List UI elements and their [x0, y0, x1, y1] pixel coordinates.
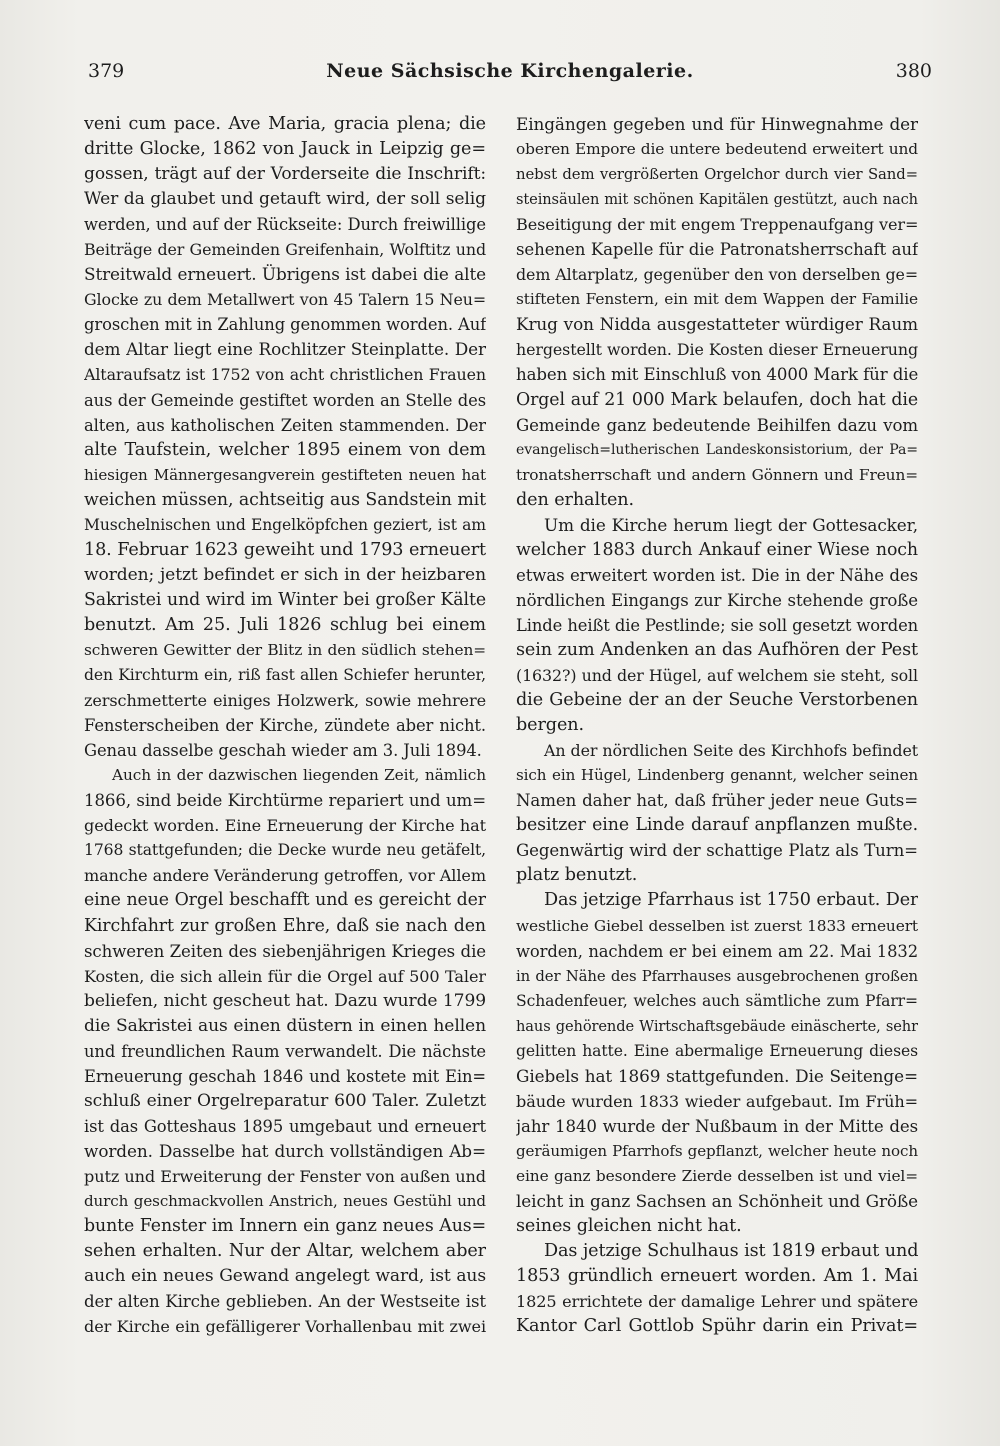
- text-line: schweren Zeiten des siebenjährigen Krieges die: [84, 941, 486, 961]
- text-line: An der nördlichen Seite des Kirchhofs befindet: [544, 741, 918, 761]
- text-line: Krug von Nidda ausgestatteter würdiger Raum: [516, 314, 918, 335]
- text-line: hiesigen Männergesangverein gestifteten neuen hat: [84, 465, 486, 484]
- text-line: worden; jetzt befindet er sich in der heizbaren: [84, 564, 486, 585]
- running-title: Neue Sächsische Kirchengalerie.: [326, 60, 694, 82]
- text-line: Altaraufsatz ist 1752 von acht christlichen Frauen: [84, 365, 486, 385]
- text-line: dritte Glocke, 1862 von Jauck in Leipzig ge=: [84, 139, 486, 160]
- text-line: Das jetzige Pfarrhaus ist 1750 erbaut. Der: [544, 890, 918, 911]
- text-line: ist das Gotteshaus 1895 umgebaut und erneuert: [84, 1116, 486, 1136]
- text-line: die Gebeine der an der Seuche Verstorbenen: [516, 690, 918, 711]
- text-line: sehenen Kapelle für die Patronatsherrschaft auf: [516, 240, 918, 260]
- text-line: 18. Februar 1623 geweiht und 1793 erneuert: [84, 539, 486, 560]
- text-line: zerschmetterte einiges Holzwerk, sowie mehrere: [84, 691, 486, 711]
- text-line: seines gleichen nicht hat.: [516, 1216, 742, 1237]
- text-line: worden, nachdem er bei einem am 22. Mai 1832: [516, 941, 918, 961]
- text-line: 1768 stattgefunden; die Decke wurde neu getäfelt,: [84, 841, 486, 860]
- text-line: beliefen, nicht gescheut hat. Dazu wurde 1799: [84, 990, 486, 1011]
- text-line: haben sich mit Einschluß von 4000 Mark für die: [516, 365, 918, 385]
- text-line: leicht in ganz Sachsen an Schönheit und Größe: [516, 1191, 918, 1212]
- text-line: gossen, trägt auf der Vorderseite die Inschrift:: [84, 164, 486, 185]
- text-line: Gemeinde ganz bedeutende Beihilfen dazu vom: [516, 415, 918, 435]
- text-line: Kantor Carl Gottlob Spühr darin ein Privat=: [516, 1316, 918, 1337]
- text-line: Muschelnischen und Engelköpfchen geziert, ist am: [84, 515, 486, 534]
- text-line: stifteten Fenstern, ein mit dem Wappen der Familie: [516, 290, 918, 309]
- text-line: werden, und auf der Rückseite: Durch freiwillige: [84, 215, 486, 235]
- text-line: Glocke zu dem Metallwert von 45 Talern 15 Neu=: [84, 290, 486, 310]
- text-line: schweren Gewitter der Blitz in den südlich stehen=: [84, 640, 486, 659]
- text-line: Beseitigung der mit engem Treppenaufgang ver=: [516, 215, 918, 235]
- text-line: Genau dasselbe geschah wieder am 3. Juli 1894.: [84, 741, 482, 761]
- text-line: Orgel auf 21 000 Mark belaufen, doch hat die: [516, 389, 918, 410]
- text-line: bergen.: [516, 715, 584, 736]
- text-line: Eingängen gegeben und für Hinwegnahme der: [516, 114, 918, 134]
- text-line: etwas erweitert worden ist. Die in der Nähe des: [516, 565, 918, 585]
- text-line: Kirchfahrt zur großen Ehre, daß sie nach den: [84, 915, 486, 936]
- text-line: evangelisch=lutherischen Landeskonsistorium, der Pa=: [516, 441, 918, 458]
- text-line: bäude wurden 1833 wieder aufgebaut. Im Früh=: [516, 1091, 918, 1111]
- text-line: veni cum pace. Ave Maria, gracia plena; die: [84, 114, 486, 134]
- text-line: den Kirchturm ein, riß fast allen Schiefer herunter,: [84, 666, 486, 685]
- text-line: welcher 1883 durch Ankauf einer Wiese noch: [516, 539, 918, 560]
- text-line: hergestellt worden. Die Kosten dieser Erneuerung: [516, 340, 918, 360]
- text-line: eine neue Orgel beschafft und es gereicht der: [84, 890, 486, 911]
- text-line: Kosten, die sich allein für die Orgel auf 500 Taler: [84, 966, 486, 986]
- text-line: tronatsherrschaft und andern Gönnern und Freun=: [516, 465, 918, 484]
- text-line: den erhalten.: [516, 489, 634, 510]
- text-line: steinsäulen mit schönen Kapitälen gestützt, auch nach: [516, 191, 918, 209]
- text-line: in der Nähe des Pfarrhauses ausgebrochenen großen: [516, 966, 918, 985]
- text-line: schluß einer Orgelreparatur 600 Taler. Zuletzt: [84, 1090, 486, 1111]
- text-line: (1632?) und der Hügel, auf welchem sie steht, soll: [516, 666, 918, 686]
- text-line: aus der Gemeinde gestiftet worden an Stelle des: [84, 390, 486, 410]
- text-line: Auch in der dazwischen liegenden Zeit, nämlich: [112, 766, 486, 785]
- text-line: Das jetzige Schulhaus ist 1819 erbaut und: [544, 1241, 918, 1262]
- text-line: besitzer eine Linde darauf anpflanzen mußte.: [516, 815, 918, 836]
- text-line: sein zum Andenken an das Aufhören der Pest: [516, 639, 918, 660]
- text-line: sehen erhalten. Nur der Altar, welchem aber: [84, 1241, 486, 1262]
- text-line: und freundlichen Raum verwandelt. Die nächste: [84, 1041, 486, 1061]
- text-line: Schadenfeuer, welches auch sämtliche zum Pfarr=: [516, 991, 918, 1010]
- text-line: Fensterscheiben der Kirche, zündete aber nicht.: [84, 716, 486, 736]
- right-text-column: [516, 112, 918, 1339]
- text-line: alte Taufstein, welcher 1895 einem von dem: [84, 439, 486, 460]
- page-header: [88, 60, 932, 92]
- text-line: weichen müssen, achtseitig aus Sandstein mit: [84, 489, 486, 510]
- text-line: 1866, sind beide Kirchtürme repariert und um=: [84, 791, 486, 811]
- text-line: nebst dem vergrößerten Orgelchor durch vier Sand=: [516, 165, 918, 184]
- text-line: groschen mit in Zahlung genommen worden. Auf: [84, 315, 486, 335]
- text-line: Beiträge der Gemeinden Greifenhain, Wolftitz und: [84, 240, 486, 260]
- text-line: gelitten hatte. Eine abermalige Erneuerung dieses: [516, 1041, 918, 1060]
- text-line: putz und Erweiterung der Fenster von außen und: [84, 1166, 486, 1186]
- text-line: Linde heißt die Pestlinde; sie soll gesetzt worden: [516, 615, 918, 635]
- text-line: dem Altarplatz, gegenüber den von derselben ge=: [516, 265, 918, 285]
- text-line: 1825 errichtete der damalige Lehrer und spätere: [516, 1292, 918, 1312]
- text-line: Giebels hat 1869 stattgefunden. Die Seitenge=: [516, 1065, 918, 1086]
- text-line: platz benutzt.: [516, 865, 638, 886]
- text-line: manche andere Veränderung getroffen, vor Allem: [84, 866, 486, 886]
- text-line: haus gehörende Wirtschaftsgebäude einäscherte, sehr: [516, 1017, 918, 1035]
- page-number-right: 380: [895, 60, 932, 82]
- text-line: westliche Giebel desselben ist zuerst 1833 erneuert: [516, 916, 918, 935]
- text-line: oberen Empore die untere bedeutend erweitert und: [516, 140, 918, 159]
- text-line: dem Altar liegt eine Rochlitzer Steinplatte. Der: [84, 339, 486, 360]
- text-line: nördlichen Eingangs zur Kirche stehende große: [516, 590, 918, 610]
- text-line: Um die Kirche herum liegt der Gottesacker,: [544, 514, 918, 535]
- text-line: Erneuerung geschah 1846 und kostete mit Ein=: [84, 1066, 486, 1086]
- page-number-left: 379: [88, 60, 125, 82]
- text-line: auch ein neues Gewand angelegt ward, ist aus: [84, 1266, 486, 1287]
- text-line: Namen daher hat, daß früher jeder neue Guts=: [516, 791, 918, 811]
- text-line: gedeckt worden. Eine Erneuerung der Kirche hat: [84, 816, 486, 836]
- text-line: die Sakristei aus einen düstern in einen hellen: [84, 1015, 486, 1036]
- text-line: benutzt. Am 25. Juli 1826 schlug bei einem: [84, 614, 486, 635]
- text-line: geräumigen Pfarrhofs gepflanzt, welcher heute noch: [516, 1141, 918, 1160]
- text-line: 1853 gründlich erneuert worden. Am 1. Mai: [516, 1266, 918, 1287]
- text-line: worden. Dasselbe hat durch vollständigen Ab=: [84, 1140, 486, 1161]
- text-line: Sakristei und wird im Winter bei großer Kälte: [84, 589, 486, 610]
- text-line: Streitwald erneuert. Übrigens ist dabei die alte: [84, 264, 486, 285]
- text-line: sich ein Hügel, Lindenberg genannt, welcher seinen: [516, 766, 918, 785]
- text-line: jahr 1840 wurde der Nußbaum in der Mitte des: [516, 1116, 918, 1136]
- text-line: Gegenwärtig wird der schattige Platz als Turn=: [516, 841, 918, 861]
- text-line: Wer da glaubet und getauft wird, der soll selig: [84, 189, 486, 210]
- text-line: durch geschmackvollen Anstrich, neues Gestühl und: [84, 1192, 486, 1211]
- text-line: bunte Fenster im Innern ein ganz neues Aus=: [84, 1216, 486, 1237]
- left-text-column: [84, 112, 486, 1339]
- text-line: der Kirche ein gefälligerer Vorhallenbau mit zwei: [84, 1317, 486, 1337]
- text-line: eine ganz besondere Zierde desselben ist und viel=: [516, 1166, 918, 1185]
- text-line: der alten Kirche geblieben. An der Westseite ist: [84, 1292, 486, 1312]
- text-line: alten, aus katholischen Zeiten stammenden. Der: [84, 415, 486, 435]
